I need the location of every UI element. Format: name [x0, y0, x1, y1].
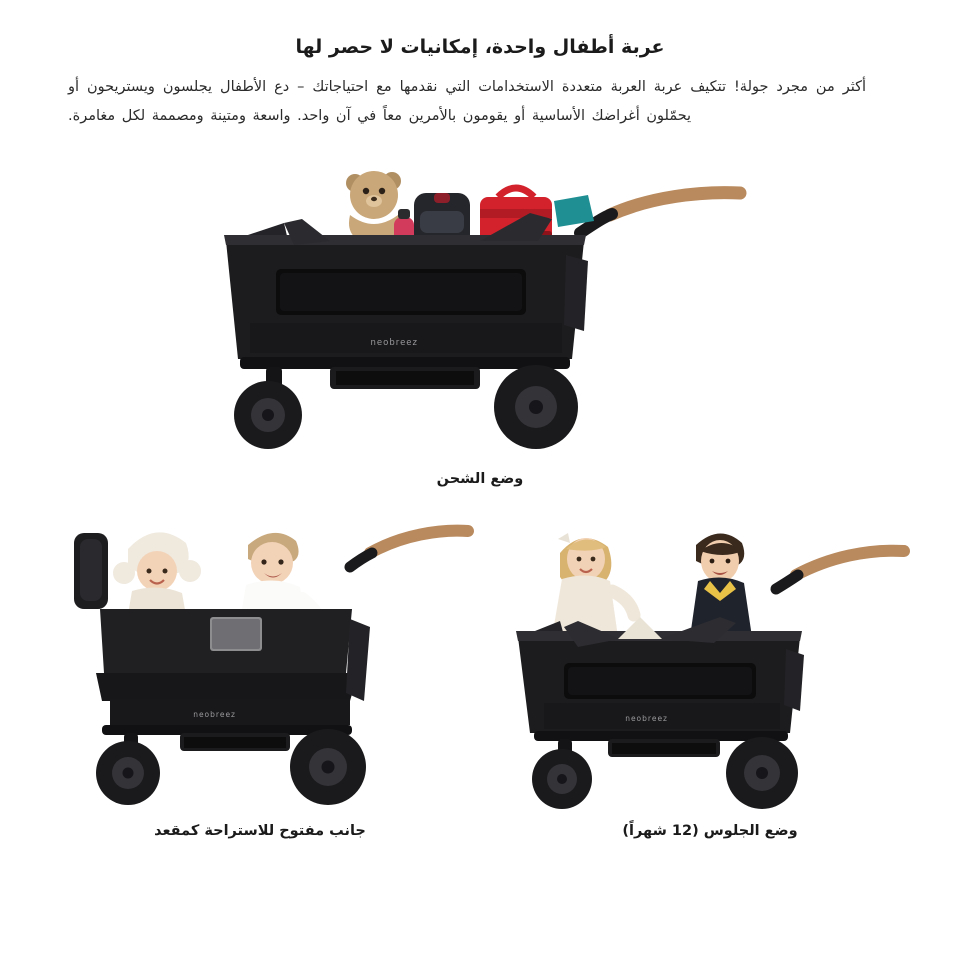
- handle-tan: [776, 551, 904, 589]
- svg-text:neobreez: neobreez: [370, 338, 418, 348]
- svg-text:neobreez: neobreez: [625, 714, 668, 723]
- caption-cargo-mode: وضع الشحن: [436, 471, 524, 487]
- figure-group: [34, 145, 926, 839]
- wagon-open-side-illustration: [40, 487, 480, 817]
- wagon-open-side-svg: [40, 487, 480, 817]
- svg-text:neobreez: neobreez: [193, 710, 236, 719]
- folded-canopy: [74, 533, 108, 609]
- figure-cargo-mode: [180, 145, 780, 487]
- child-girl: [552, 533, 634, 637]
- wagon-seating-illustration: [500, 487, 920, 817]
- page-description: أكثر من مجرد جولة! تتكيف عربة العربة متعددة الاستخدامات التي نقدمها مع احتياجاتك – دع الأطفال يجلسون ويستريحون أو يحمّلون أغراضك الأساسية أو يقومون بالأمرين معاً في آن واحد. واسعة ومتينة ومصممة لكل مغامرة.: [68, 78, 866, 124]
- teddy-bear-icon: [346, 171, 401, 245]
- page-title: عربة أطفال واحدة، إمكانيات لا حصر لها: [295, 36, 665, 58]
- wagon-cargo-svg: [180, 145, 780, 465]
- wagon-cargo-illustration: [180, 145, 780, 465]
- figure-seating-mode: [500, 487, 920, 839]
- figure-open-side-mode: [40, 487, 480, 839]
- handle-tan: [580, 193, 740, 233]
- wagon-body: [516, 617, 804, 733]
- caption-open-side-mode: جانب مفتوح للاستراحة كمقعد: [154, 823, 366, 839]
- caption-seating-mode: وضع الجلوس (12 شهراً): [622, 823, 798, 839]
- wagon-seating-svg: [500, 487, 920, 817]
- figure-cargo-mode-wrap: [34, 145, 926, 487]
- wagon-body-open-side: [96, 609, 370, 725]
- figure-row-bottom: [34, 487, 926, 839]
- handle-tan: [350, 531, 468, 567]
